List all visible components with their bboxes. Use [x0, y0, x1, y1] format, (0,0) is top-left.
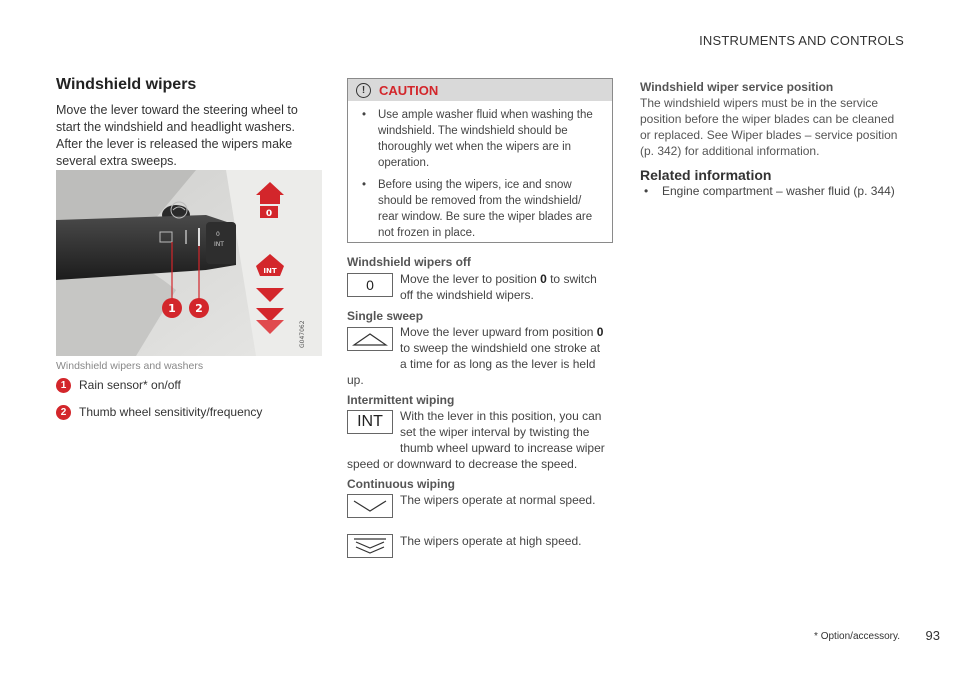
zero-symbol: 0 — [366, 277, 374, 293]
wiper-lever-figure — [56, 170, 322, 356]
svg-text:INT: INT — [263, 267, 277, 275]
svg-text:0: 0 — [265, 209, 273, 219]
heading-single-sweep: Single sweep — [347, 309, 424, 323]
intermittent-text: With the lever in this position, you can set the wiper interval by twisting the thumb wheel upward to increase wiper — [400, 409, 605, 455]
symbol-single-sweep — [347, 327, 393, 351]
svg-text:0: 0 — [216, 231, 220, 238]
caution-header — [348, 79, 612, 101]
symbol-high-speed — [347, 534, 393, 558]
caution-item: • Use ample washer fluid when washing the windshield. The windshield should be thoroughly wet when the wipers are in operation. — [360, 107, 602, 171]
legend-item-1 — [56, 378, 181, 393]
wiper-lever-illustration — [56, 170, 322, 356]
heading-service-position: Windshield wiper service position — [640, 80, 834, 94]
heading-wipers-off: Windshield wipers off — [347, 255, 471, 269]
callout-1 — [162, 298, 182, 318]
related-link[interactable]: • Engine compartment – washer fluid (p. 344) — [640, 184, 928, 198]
figure-code: G047062 — [299, 320, 306, 348]
caution-list — [348, 107, 612, 241]
legend-text: Rain sensor* on/off — [79, 378, 181, 392]
single-sweep-text-cont: up. — [347, 373, 364, 387]
single-sweep-icon — [352, 331, 388, 347]
single-sweep-text: Move the lever upward from position 0 to sweep the windshield one stroke at a time for as long as the lever is held — [400, 325, 604, 371]
service-position-text: The windshield wipers must be in the service position before the wiper blades can be cleaned or replaced. See Wiper blades – service position (p. 342) for additional information. — [640, 96, 898, 158]
symbol-normal-speed — [347, 494, 393, 518]
heading-continuous: Continuous wiping — [347, 477, 455, 491]
warning-icon: ! — [356, 83, 371, 98]
legend-text: Thumb wheel sensitivity/frequency — [79, 405, 263, 419]
figure-caption: Windshield wipers and washers — [56, 360, 204, 372]
wipers-off-text: Move the lever to position 0 to switch off the windshield wipers. — [400, 272, 597, 302]
svg-text:INT: INT — [214, 241, 224, 248]
high-speed-icon — [352, 537, 388, 555]
intermittent-text-cont: speed or downward to decrease the speed. — [347, 457, 578, 471]
page-number: 93 — [925, 628, 940, 643]
legend-number: 1 — [56, 378, 71, 393]
normal-speed-icon — [352, 498, 388, 514]
legend-item-2 — [56, 405, 262, 420]
heading-intermittent: Intermittent wiping — [347, 393, 455, 407]
caution-box — [347, 78, 613, 243]
svg-text:2: 2 — [195, 302, 203, 315]
caution-title: CAUTION — [379, 82, 439, 98]
heading-related-information: Related information — [640, 167, 772, 183]
symbol-int — [347, 410, 393, 434]
main-column — [56, 76, 324, 170]
callout-2 — [189, 298, 209, 318]
svg-text:1: 1 — [168, 302, 176, 315]
int-symbol: INT — [357, 413, 383, 430]
section-header: INSTRUMENTS AND CONTROLS — [699, 33, 904, 48]
footer-note: * Option/accessory. — [814, 631, 900, 642]
page-title: Windshield wipers — [56, 76, 197, 93]
caution-item: • Before using the wipers, ice and snow should be removed from the windshield/ rear window. Be sure the wiper blades are not frozen in place. — [360, 177, 602, 241]
intro-text: Move the lever toward the steering wheel to start the windshield and headlight washers. After the lever is released the wipers make several extra sweeps. — [56, 103, 298, 168]
symbol-off — [347, 273, 393, 297]
legend-number: 2 — [56, 405, 71, 420]
high-speed-text: The wipers operate at high speed. — [400, 534, 582, 548]
normal-speed-text: The wipers operate at normal speed. — [400, 493, 596, 507]
